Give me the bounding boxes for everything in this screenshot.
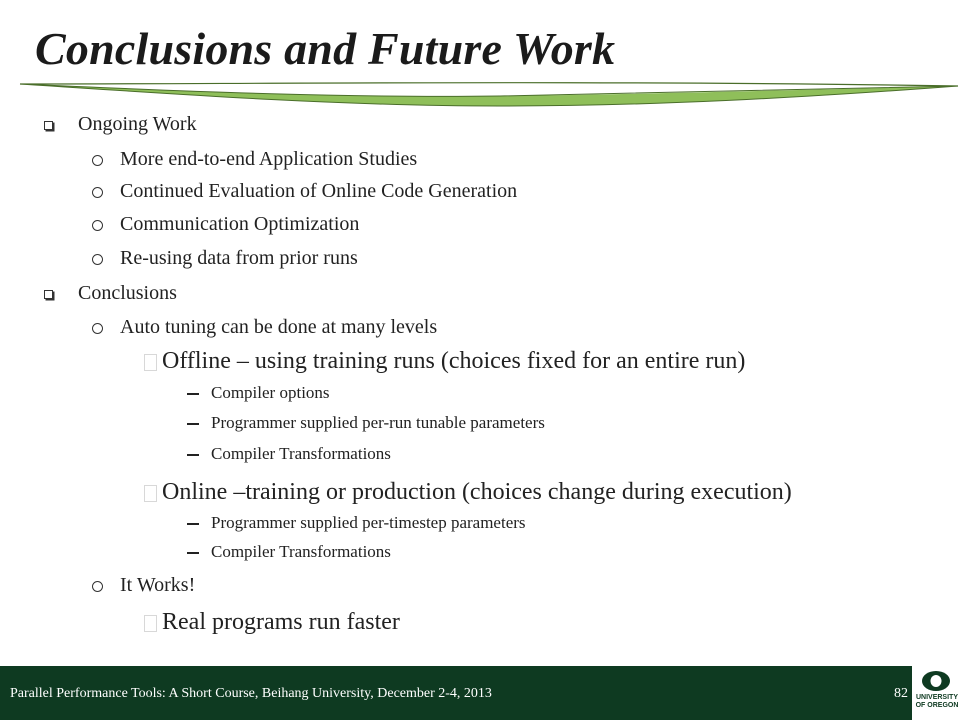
bullet-item-level-2: Continued Evaluation of Online Code Generation [120,180,518,202]
box-bullet-icon [144,485,157,502]
box-bullet-icon [144,615,157,632]
bullet-item-level-2: It Works! [120,574,196,596]
bullet-item-level-2: Communication Optimization [120,213,360,235]
bullet-item-level-4: Programmer supplied per-timestep parameters [211,513,526,532]
circle-bullet-icon [92,220,103,231]
circle-bullet-icon [92,323,103,334]
bullet-item-level-4: Compiler Transformations [211,444,391,463]
slide-title: Conclusions and Future Work [35,23,616,74]
circle-bullet-icon [92,254,103,265]
bullet-item-level-4: Compiler Transformations [211,542,391,561]
dash-bullet-icon [187,523,199,525]
bullet-item-level-3: Online –training or production (choices change during execution) [162,479,792,505]
bullet-item-level-3: Offline – using training runs (choices fixed for an entire run) [162,348,746,374]
circle-bullet-icon [92,187,103,198]
footer-text: Parallel Performance Tools: A Short Course, Beihang University, December 2-4, 2013 [10,686,492,701]
dash-bullet-icon [187,552,199,554]
bullet-item-level-2: Auto tuning can be done at many levels [120,316,438,338]
box-bullet-icon [144,354,157,371]
circle-bullet-icon [92,155,103,166]
oregon-o-logo-icon [920,670,952,692]
square-bullet-icon [44,290,53,299]
square-bullet-icon [44,121,53,130]
dash-bullet-icon [187,454,199,456]
bullet-item-level-3: Real programs run faster [162,609,400,635]
circle-bullet-icon [92,581,103,592]
bullet-item-level-4: Programmer supplied per-run tunable parameters [211,413,545,432]
dash-bullet-icon [187,393,199,395]
logo-text: UNIVERSITY OF OREGON [915,694,959,710]
bullet-item-level-2: Re-using data from prior runs [120,247,358,269]
dash-bullet-icon [187,423,199,425]
bullet-item-level-4: Compiler options [211,383,330,402]
bullet-item-level-1: Conclusions [78,282,177,304]
bullet-item-level-2: More end-to-end Application Studies [120,148,418,170]
bullet-item-level-1: Ongoing Work [78,113,197,135]
page-number: 82 [894,686,908,701]
